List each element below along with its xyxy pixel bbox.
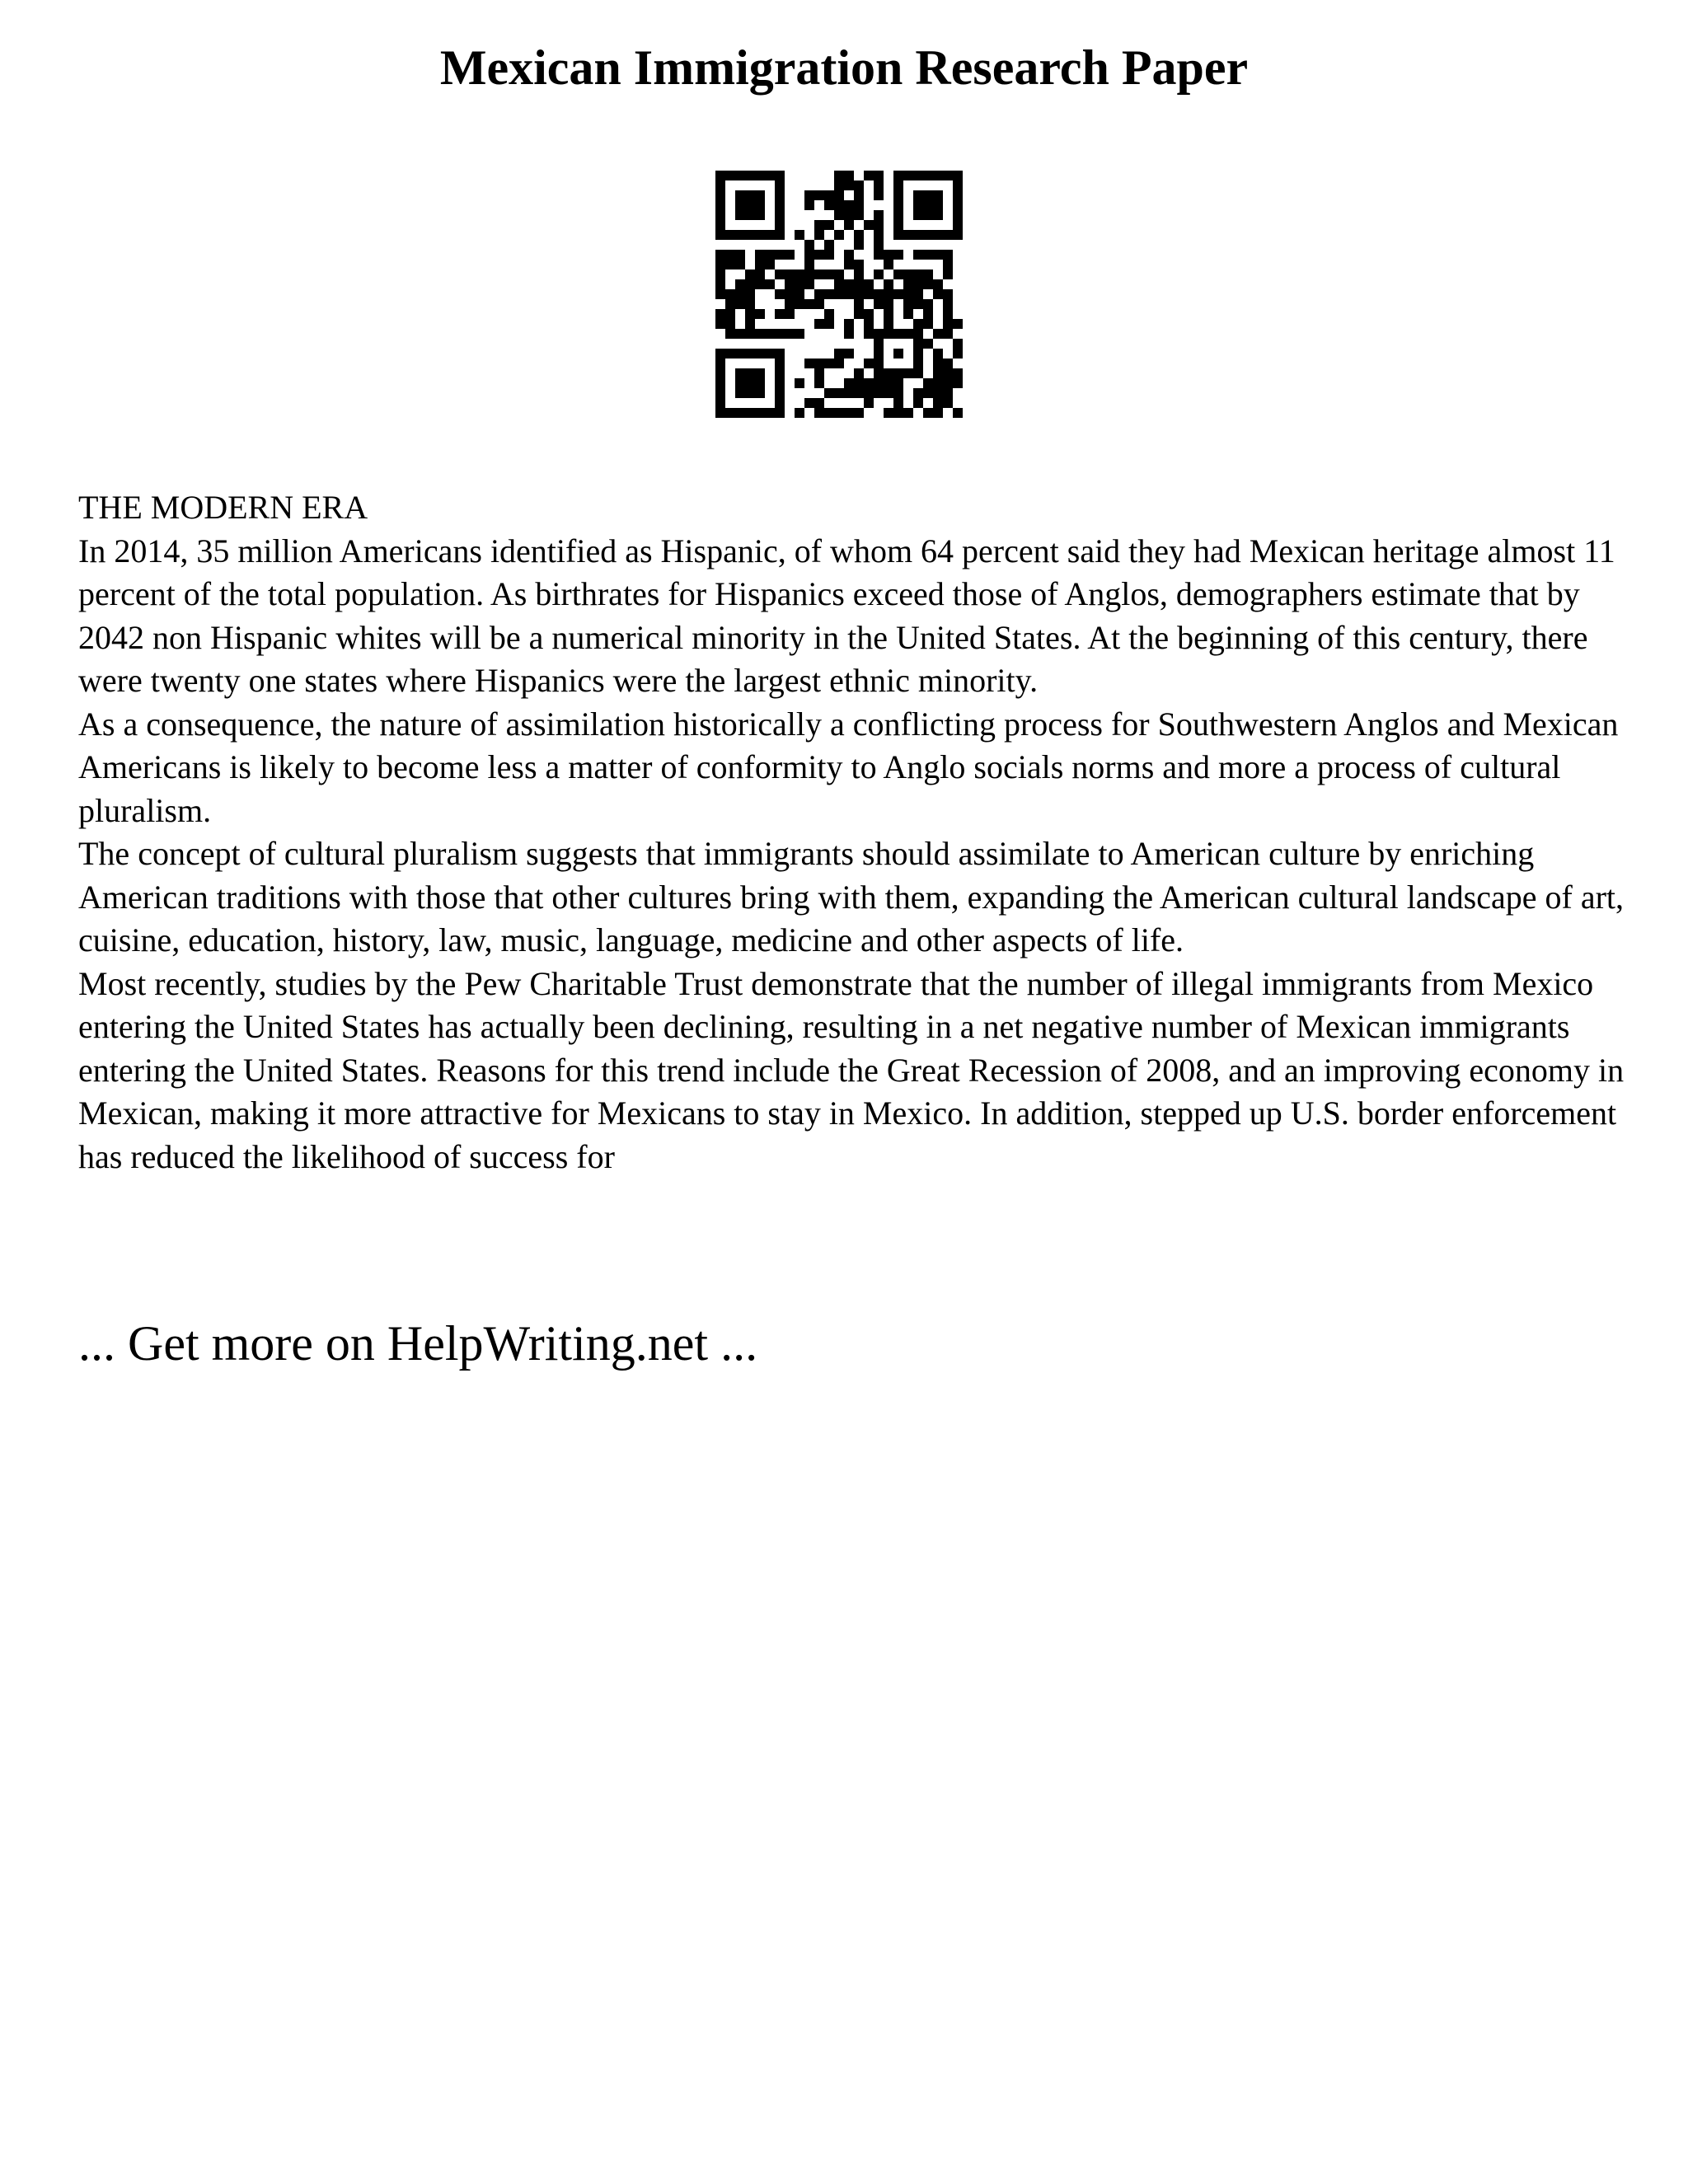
article-body (78, 486, 1628, 1179)
get-more-link[interactable]: ... Get more on HelpWriting.net ... (78, 1316, 758, 1371)
paragraph: Most recently, studies by the Pew Charitable Trust demonstrate that the number of illegal immigrants from Mexico entering the United States has actually been declining, resulting in a net negative number of Mexican immigrants entering the United States. Reasons for this trend include the Great Recession of 2008, and an improving economy in Mexican, making it more attractive for Mexicans to stay in Mexico. In addition, stepped up U.S. border enforcement has reduced the likelihood of success for (78, 964, 1625, 1175)
paragraph: The concept of cultural pluralism suggests that immigrants should assimilate to American culture by enriching American traditions with those that other cultures bring with them, expanding the American cultural landscape of art, cuisine, education, history, law, music, language, medicine and other aspects of life. (78, 835, 1624, 958)
qr-code-icon[interactable] (715, 171, 963, 418)
qr-code-graphic (715, 171, 963, 418)
page-title: Mexican Immigration Research Paper (439, 40, 1249, 95)
section-heading: THE MODERN ERA (78, 489, 368, 526)
paragraph: As a consequence, the nature of assimilation historically a conflicting process for Southwestern Anglos and Mexican Americans is likely to become less a matter of conformity to Anglo socials norms and more a process of cultural pluralism. (78, 705, 1619, 829)
paragraph: In 2014, 35 million Americans identified as Hispanic, of whom 64 percent said they had Mexican heritage almost 11 percent of the total population. As birthrates for Hispanics exceed those of Anglos, demographers estimate that by 2042 non Hispanic whites will be a numerical minority in the United States. At the beginning of this century, there were twenty one states where Hispanics were the largest ethnic minority. (78, 532, 1615, 699)
